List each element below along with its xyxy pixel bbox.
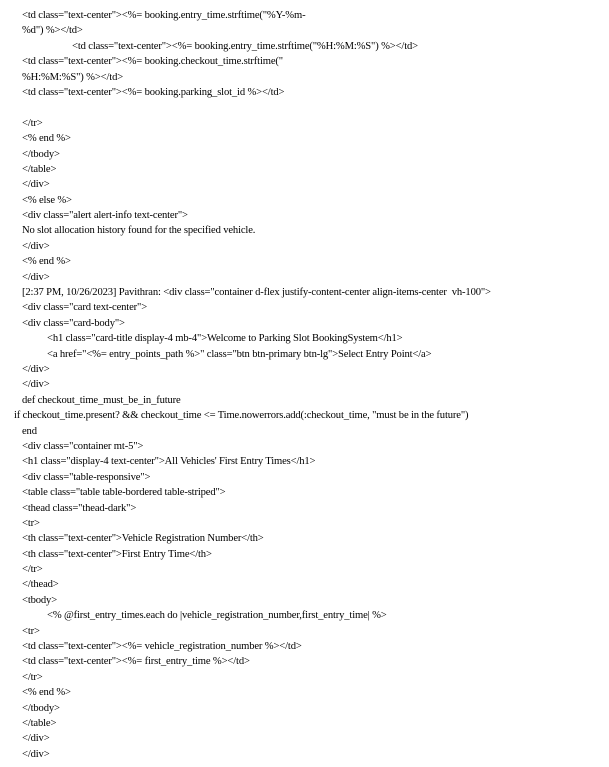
code-line: <th class="text-center">Vehicle Registration Number</th> — [22, 533, 264, 545]
code-line: </tbody> — [22, 702, 60, 714]
code-line: <% else %> — [22, 194, 72, 206]
code-line: <td class="text-center"><%= booking.parking_slot_id %></td> — [22, 86, 285, 98]
code-line: <div class="card text-center"> — [22, 302, 148, 314]
code-line: <div class="table-responsive"> — [22, 471, 151, 483]
code-line: </tr> — [22, 564, 43, 576]
code-line: <a href="<%= entry_points_path %>" class="btn btn-primary btn-lg">Select Entry Point</a> — [47, 348, 432, 360]
code-line: <th class="text-center">First Entry Time</th> — [22, 548, 212, 560]
code-line: %H:%M:%S") %></td> — [22, 71, 124, 83]
code-line: <table class="table table-bordered table-striped"> — [22, 487, 226, 499]
code-line: %d") %></td> — [22, 25, 83, 37]
code-line: <td class="text-center"><%= vehicle_registration_number %></td> — [22, 641, 302, 653]
code-line: <h1 class="display-4 text-center">All Vehicles' First Entry Times</h1> — [22, 456, 316, 468]
code-line: </table> — [22, 163, 57, 175]
code-line: <% end %> — [22, 256, 71, 268]
code-line: </div> — [22, 240, 50, 252]
code-line: <% @first_entry_times.each do |vehicle_registration_number,first_entry_time| %> — [47, 610, 387, 622]
code-line: </div> — [22, 733, 50, 745]
code-line: </div> — [22, 379, 50, 391]
code-line: <% end %> — [22, 133, 71, 145]
code-line: <div class="alert alert-info text-center"> — [22, 210, 188, 222]
code-line: end — [22, 425, 37, 437]
code-line: <td class="text-center"><%= first_entry_time %></td> — [22, 656, 250, 668]
code-line: </div> — [22, 363, 50, 375]
code-line: </tr> — [22, 671, 43, 683]
code-line: <td class="text-center"><%= booking.checkout_time.strftime(" — [22, 56, 283, 68]
code-line: </tbody> — [22, 148, 60, 160]
code-line: [2:37 PM, 10/26/2023] Pavithran: <div class="container d-flex justify-content-center align-items-center vh-100"> — [22, 287, 491, 299]
code-line: <td class="text-center"><%= booking.entry_time.strftime("%Y-%m- — [22, 10, 306, 21]
code-line: </div> — [22, 179, 50, 191]
code-line: </table> — [22, 717, 57, 729]
code-document — [0, 8, 609, 762]
code-line: </div> — [22, 748, 50, 760]
code-line: <h1 class="card-title display-4 mb-4">Welcome to Parking Slot BookingSystem</h1> — [47, 333, 403, 345]
code-line: No slot allocation history found for the specified vehicle. — [22, 225, 256, 237]
code-line: if checkout_time.present? && checkout_time <= Time.nowerrors.add(:checkout_time, "must be in the future") — [14, 410, 469, 422]
code-line: <tr> — [22, 625, 40, 637]
code-line: </tr> — [22, 117, 43, 129]
code-line: <thead class="thead-dark"> — [22, 502, 137, 514]
code-line: <div class="container mt-5"> — [22, 440, 144, 452]
code-line: <tr> — [22, 517, 40, 529]
code-line: </div> — [22, 271, 50, 283]
code-line: <% end %> — [22, 687, 71, 699]
code-line: <div class="card-body"> — [22, 317, 125, 329]
code-line — [0, 100, 609, 115]
code-line: </thead> — [22, 579, 59, 591]
code-line: <td class="text-center"><%= booking.entry_time.strftime("%H:%M:%S") %></td> — [72, 40, 418, 52]
code-line: def checkout_time_must_be_in_future — [22, 394, 181, 406]
code-line: <tbody> — [22, 594, 58, 606]
